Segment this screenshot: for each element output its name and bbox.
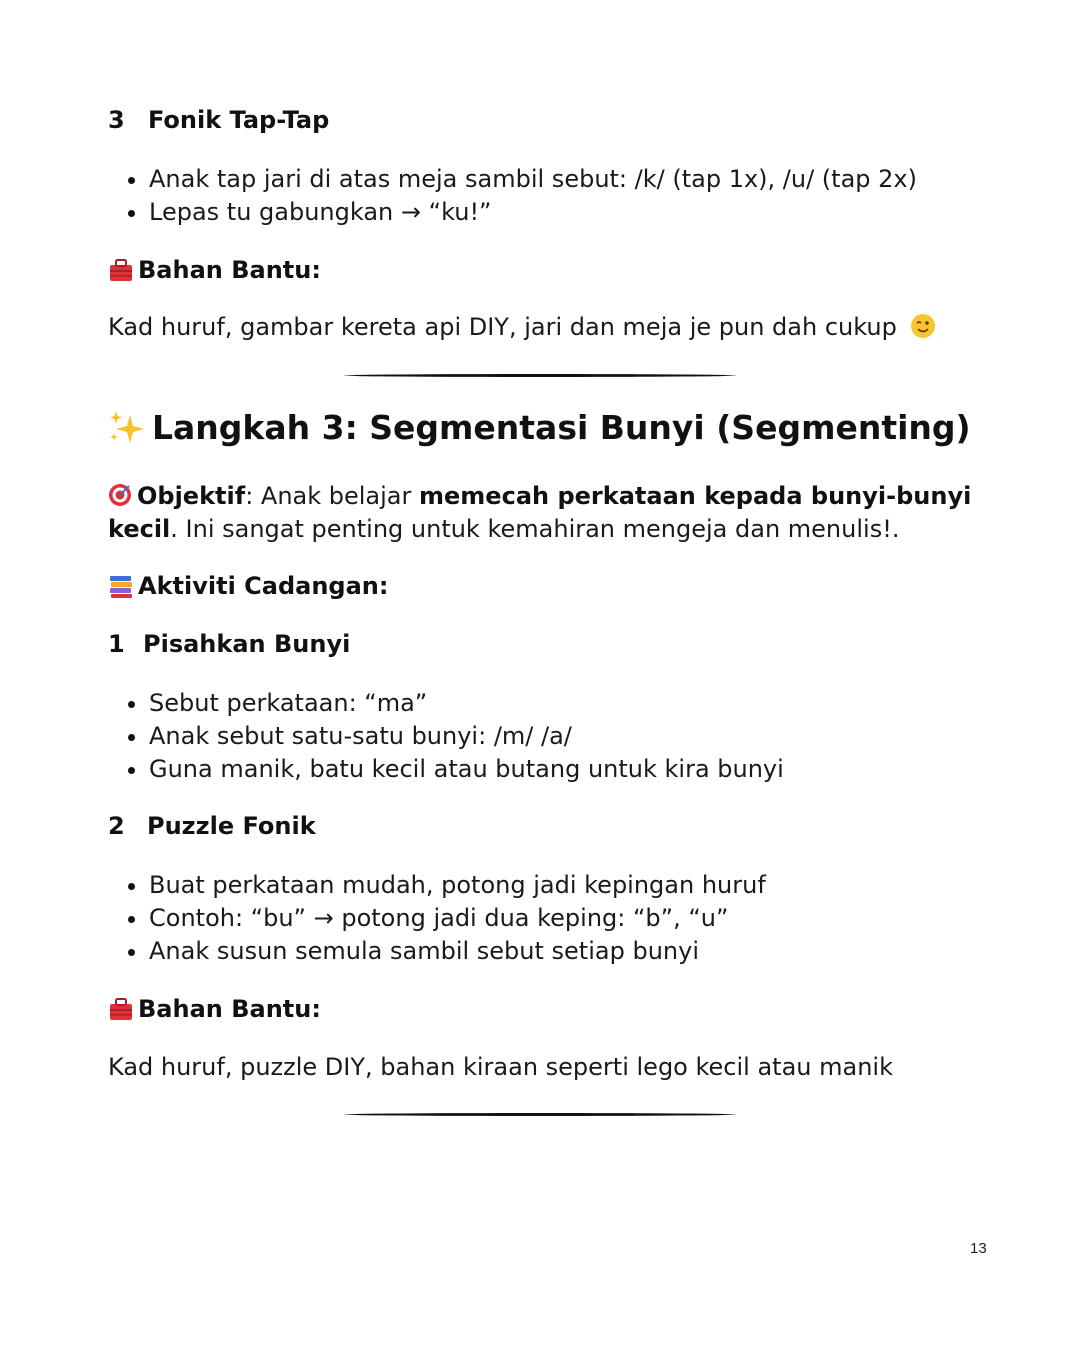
bahan-bantu-description <box>108 1053 893 1081</box>
objektif-text: . Ini sangat penting untuk kemahiran mengeja dan menulis!. <box>170 515 900 543</box>
aktiviti-text: Aktiviti Cadangan: <box>138 572 389 600</box>
divider <box>344 1113 736 1116</box>
objektif-paragraph <box>108 480 978 546</box>
bahan-bantu-text: Bahan Bantu: <box>138 995 321 1023</box>
list-item: Anak sebut satu-satu bunyi: /m/ /a/ <box>108 720 784 753</box>
section-number: 1 <box>108 630 125 658</box>
bahan-bantu-text: Bahan Bantu: <box>138 256 321 284</box>
description-text: Kad huruf, puzzle DIY, bahan kiraan seperti lego kecil atau manik <box>108 1053 893 1081</box>
objektif-label: Objektif <box>137 482 246 510</box>
toolbox-icon <box>108 996 134 1022</box>
list-item: Sebut perkataan: “ma” <box>108 687 784 720</box>
section-number: 3 <box>108 106 125 134</box>
list-item: Anak susun semula sambil sebut setiap bunyi <box>108 935 766 968</box>
section-title: Fonik Tap-Tap <box>148 106 330 134</box>
langkah-3-title: Langkah 3: Segmentasi Bunyi (Segmenting) <box>152 408 971 447</box>
list-item: Guna manik, batu kecil atau butang untuk kira bunyi <box>108 753 784 786</box>
section-heading-fonik-tap-tap <box>108 106 329 134</box>
wink-face-icon <box>910 313 936 339</box>
bullet-list <box>108 869 766 968</box>
list-item: Lepas tu gabungkan → “ku!” <box>108 196 917 229</box>
langkah-3-heading <box>108 408 971 447</box>
description-text: Kad huruf, gambar kereta api DIY, jari dan meja je pun dah cukup <box>108 313 897 341</box>
aktiviti-cadangan-label <box>108 572 389 600</box>
bullet-list <box>108 163 917 229</box>
bahan-bantu-label <box>108 995 321 1023</box>
target-icon <box>108 483 132 507</box>
list-item: Buat perkataan mudah, potong jadi kepingan huruf <box>108 869 766 902</box>
bullet-list <box>108 687 784 786</box>
section-title: Puzzle Fonik <box>147 812 316 840</box>
toolbox-icon <box>108 257 134 283</box>
list-item: Contoh: “bu” → potong jadi dua keping: “b”, “u” <box>108 902 766 935</box>
books-icon <box>108 573 134 599</box>
objektif-text: : Anak belajar <box>245 482 420 510</box>
sparkles-icon <box>108 409 146 447</box>
objektif-bold-text: memecah perkataan kepada bunyi-bunyi kecil <box>108 482 972 543</box>
section-heading-puzzle-fonik <box>108 812 316 840</box>
section-number: 2 <box>108 812 125 840</box>
list-item: Anak tap jari di atas meja sambil sebut: /k/ (tap 1x), /u/ (tap 2x) <box>108 163 917 196</box>
section-title: Pisahkan Bunyi <box>143 630 351 658</box>
bahan-bantu-description <box>108 313 936 341</box>
bahan-bantu-label <box>108 256 321 284</box>
divider <box>344 374 736 377</box>
section-heading-pisahkan-bunyi <box>108 630 350 658</box>
page-number: 13 <box>970 1240 987 1257</box>
